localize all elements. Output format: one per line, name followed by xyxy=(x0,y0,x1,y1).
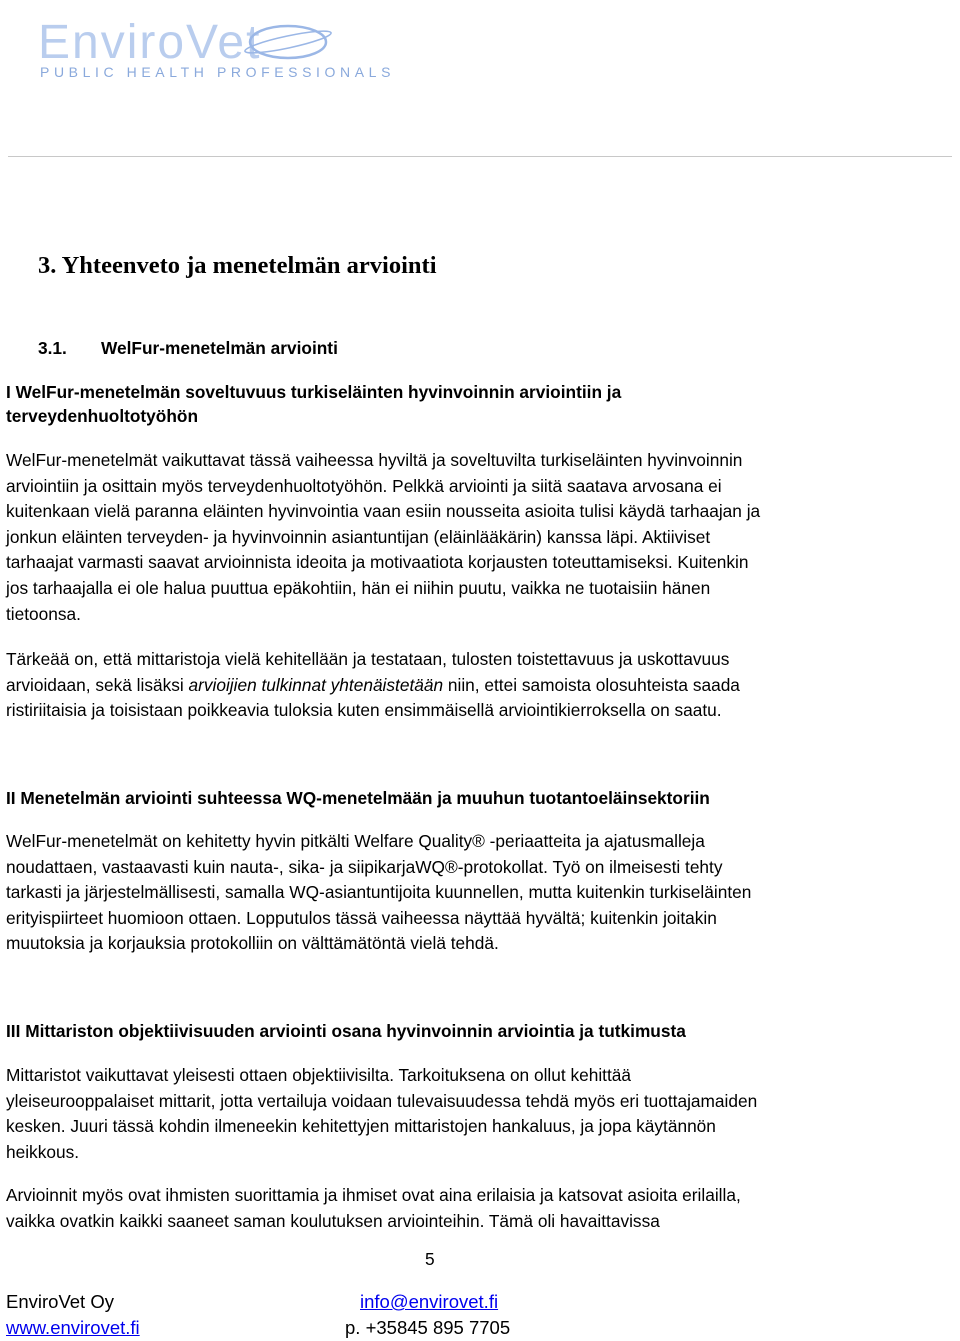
section-2-title: II Menetelmän arviointi suhteessa WQ-menetelmään ja muuhun tuotantoeläinsektoriin xyxy=(6,788,710,808)
subsection-title: WelFur-menetelmän arviointi xyxy=(101,338,338,358)
paragraph-3 xyxy=(6,829,896,957)
footer-email-link[interactable]: info@envirovet.fi xyxy=(360,1291,499,1312)
section-3-title: III Mittariston objektiivisuuden arviointi osana hyvinvoinnin arviointia ja tutkimusta xyxy=(6,1021,686,1041)
footer-company: EnviroVet Oy xyxy=(6,1291,114,1312)
paragraph-5 xyxy=(6,1183,896,1234)
text-line xyxy=(6,673,896,699)
svg-text:EnviroVet: EnviroVet xyxy=(38,18,262,64)
page-title: 3. Yhteenveto ja menetelmän arviointi xyxy=(38,252,437,279)
page-header xyxy=(0,0,960,160)
text-line: WelFur-menetelmät vaikuttavat tässä vaiheessa hyviltä ja soveltuvilta turkiseläinten hyvinvoinnin xyxy=(6,450,743,470)
text-fragment: niin, ettei samoista olosuhteista saada xyxy=(443,674,740,695)
text-fragment: arvioidaan, sekä lisäksi xyxy=(6,674,189,695)
text-line: heikkous. xyxy=(6,1141,80,1162)
text-line: kuitenkaan vielä paranna eläinten hyvinvointia vaan esiin nousseita asioita tulisi käydä tarhaajan ja xyxy=(6,501,761,522)
logo-tagline: PUBLIC HEALTH PROFESSIONALS xyxy=(40,64,396,80)
paragraph-1 xyxy=(6,448,896,627)
section-1-title-line: I WelFur-menetelmän soveltuvuus turkiseläinten hyvinvoinnin arviointiin ja xyxy=(6,382,622,402)
text-line: jos tarhaajalla ei ole halua puuttua epäkohtiin, hän ei niihin puutu, vaikka ne tuotaisiin hänen xyxy=(6,577,711,598)
footer-website-link[interactable]: www.envirovet.fi xyxy=(6,1317,140,1338)
paragraph-2 xyxy=(6,647,896,724)
text-line: tarkasti ja järjestelmällisesti, samalla WQ-asiantuntijoita kuunnellen, mutta kuitenkin turkiseläinten xyxy=(6,882,752,903)
text-line: jonkun eläinten terveyden- ja hyvinvoinnin asiantuntijan (eläinlääkärin) kanssa läpi. Aktiiviset xyxy=(6,526,711,547)
text-line: Mittaristot vaikuttavat yleisesti ottaen objektiivisilta. Tarkoituksena on ollut kehittää xyxy=(6,1065,631,1085)
text-line: arviointiin ja osittain myös terveydenhuoltotyöhön. Pelkkä arviointi ja siitä saatava arvosana ei xyxy=(6,475,722,496)
text-line: kesken. Juuri tässä kohdin ilmeneekin kehitettyjen mittaristojen hankaluus, ja jopa käytännön xyxy=(6,1116,716,1137)
section-1-title xyxy=(6,380,621,428)
italic-phrase: arvioijien tulkinnat yhtenäistetään xyxy=(188,674,444,695)
text-line: muutoksia ja korjauksia protokolliin on välttämätöntä vielä tehdä. xyxy=(6,933,499,954)
text-line: tarhaajat varmasti saavat arvioinnista ideoita ja motivaatiota korjausten toteuttamiseksi. Kuitenkin xyxy=(6,552,749,573)
paragraph-4 xyxy=(6,1063,896,1165)
header-divider xyxy=(8,156,952,157)
page-number: 5 xyxy=(425,1249,435,1269)
text-line: ristiriitaisia ja toisistaan poikkeavia tuloksia kuten ensimmäisellä arviointikierroksella on saatu. xyxy=(6,700,722,721)
section-1-title-line: terveydenhuoltotyöhön xyxy=(6,406,199,426)
text-line: yleiseurooppalaiset mittarit, jotta vertailuja voidaan tulevaisuudessa tehdä myös eri tuottajamaiden xyxy=(6,1090,758,1111)
text-line: WelFur-menetelmät on kehitetty hyvin pitkälti Welfare Quality® -periaatteita ja ajatusmalleja xyxy=(6,831,705,851)
envirovet-logo xyxy=(30,18,460,64)
text-line: vaikka ovatkin kaikki saaneet saman koulutuksen arviointeihin. Tämä oli havaittavissa xyxy=(6,1210,660,1231)
subsection-heading xyxy=(38,338,338,359)
text-line: noudattaen, vastaavasti kuin nauta-, sika- ja siipikarjaWQ®-protokollat. Työ on ilmeisesti tehty xyxy=(6,856,723,877)
text-line: Tärkeää on, että mittaristoja vielä kehitellään ja testataan, tulosten toistettavuus ja uskottavuus xyxy=(6,649,730,669)
text-line: Arvioinnit myös ovat ihmisten suorittamia ja ihmiset ovat aina erilaisia ja katsovat asioita erilailla, xyxy=(6,1185,741,1205)
subsection-number: 3.1. xyxy=(38,338,67,358)
text-line: erityispiirteet huomioon ottaen. Lopputulos tässä vaiheessa näyttää hyvältä; kuitenkin joitakin xyxy=(6,907,717,928)
text-line: tietoonsa. xyxy=(6,603,81,624)
footer-phone: p. +35845 895 7705 xyxy=(345,1317,511,1338)
